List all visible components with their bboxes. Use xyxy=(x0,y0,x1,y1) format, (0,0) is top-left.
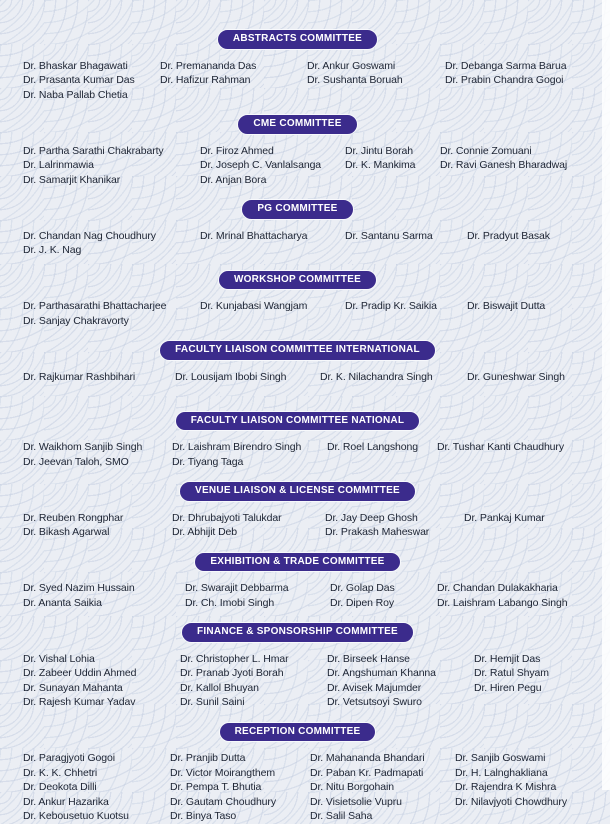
committee-column xyxy=(467,370,595,385)
committee-header-row xyxy=(0,622,595,643)
member-name: Dr. Laishram Labango Singh xyxy=(437,596,568,609)
member-name: Dr. Pradyut Basak xyxy=(467,229,550,242)
member-name: Dr. Pranjib Dutta xyxy=(170,752,246,764)
committee-column xyxy=(445,59,595,88)
member-name: Dr. Hafizur Rahman xyxy=(160,74,251,86)
committee-column xyxy=(180,652,327,710)
member-name: Dr. K. Mankima xyxy=(345,159,416,171)
committee-header-row xyxy=(0,340,595,361)
member-name: Dr. Birseek Hanse xyxy=(327,652,410,665)
member-name: Dr. Zabeer Uddin Ahmed xyxy=(23,667,137,679)
member-name: Dr. Reuben Rongphar xyxy=(23,511,124,524)
member-name: Dr. Ankur Hazarika xyxy=(23,795,109,808)
committee-members xyxy=(0,299,595,328)
committee-members xyxy=(0,144,595,188)
member-name: Dr. Sushanta Boruah xyxy=(307,74,403,86)
committee-members xyxy=(0,59,595,103)
member-name: Dr. Dhrubajyoti Talukdar xyxy=(172,511,282,524)
committee-header: FACULTY LIAISON COMMITTEE INTERNATIONAL xyxy=(159,340,436,361)
member-name: Dr. Visietsolie Vupru xyxy=(310,795,402,808)
committee-column xyxy=(307,59,445,88)
member-name: Dr. Lousijam Ibobi Singh xyxy=(175,370,287,383)
member-name: Dr. Rajesh Kumar Yadav xyxy=(23,696,136,708)
committee-members xyxy=(0,581,595,610)
section-abstracts-committee xyxy=(0,29,595,102)
committee-header-row xyxy=(0,411,595,432)
committee-column xyxy=(320,370,467,385)
committee-header: FACULTY LIAISON COMMITTEE NATIONAL xyxy=(175,411,421,432)
committee-column xyxy=(327,652,474,710)
committee-column xyxy=(310,751,455,824)
committee-header: VENUE LIAISON & LICENSE COMMITTEE xyxy=(179,481,416,502)
committee-header-row xyxy=(0,29,595,50)
member-name: Dr. Tushar Kanti Chaudhury xyxy=(437,441,564,453)
member-name: Dr. Firoz Ahmed xyxy=(200,144,274,157)
committee-column xyxy=(23,229,200,258)
member-name: Dr. Ratul Shyam xyxy=(474,667,549,679)
member-name: Dr. Debanga Sarma Barua xyxy=(445,59,567,72)
committee-members xyxy=(0,652,595,710)
member-name: Dr. Dipen Roy xyxy=(330,596,395,609)
member-name: Dr. Prakash Maheswar xyxy=(325,526,430,538)
member-name: Dr. Parthasarathi Bhattacharjee xyxy=(23,300,167,312)
committee-column xyxy=(200,299,345,314)
committee-column xyxy=(437,440,595,455)
member-name: Dr. Hiren Pegu xyxy=(474,681,542,694)
committee-column xyxy=(23,370,175,385)
member-name: Dr. Kallol Bhuyan xyxy=(180,681,259,694)
member-name: Dr. Syed Nazim Hussain xyxy=(23,582,135,594)
committee-column xyxy=(467,299,595,314)
committee-members xyxy=(0,440,595,469)
member-name: Dr. Partha Sarathi Chakrabarty xyxy=(23,144,164,157)
committee-column xyxy=(455,751,595,809)
committee-column xyxy=(200,229,345,244)
member-name: Dr. K. Nilachandra Singh xyxy=(320,370,433,383)
member-name: Dr. Rajendra K Mishra xyxy=(455,781,557,793)
member-name: Dr. Waikhom Sanjib Singh xyxy=(23,441,143,453)
committee-column xyxy=(200,144,345,188)
member-name: Dr. J. K. Nag xyxy=(23,244,82,256)
committee-members xyxy=(0,370,595,399)
committee-column xyxy=(23,652,180,710)
member-name: Dr. Swarajit Debbarma xyxy=(185,582,289,594)
member-name: Dr. Sunil Saini xyxy=(180,696,245,708)
member-name: Dr. Sanjib Goswami xyxy=(455,752,546,764)
committee-members xyxy=(0,511,595,540)
committee-members xyxy=(0,751,595,824)
member-name: Dr. Golap Das xyxy=(330,582,395,594)
member-name: Dr. Connie Zomuani xyxy=(440,144,532,157)
member-name: Dr. Vishal Lohia xyxy=(23,652,95,665)
committee-header: FINANCE & SPONSORSHIP COMMITTEE xyxy=(181,622,414,643)
member-name: Dr. K. K. Chhetri xyxy=(23,766,98,779)
member-name: Dr. Hemjit Das xyxy=(474,652,541,665)
member-name: Dr. Avisek Majumder xyxy=(327,681,422,694)
committee-members xyxy=(0,229,595,258)
section-pg-committee xyxy=(0,199,595,258)
committee-header: RECEPTION COMMITTEE xyxy=(219,722,377,743)
committee-column xyxy=(345,144,440,173)
member-name: Dr. Sanjay Chakravorty xyxy=(23,314,129,327)
section-exhibition-trade xyxy=(0,552,595,611)
committee-column xyxy=(330,581,437,610)
committee-column xyxy=(325,511,464,540)
committee-column xyxy=(345,229,467,244)
committee-header-row xyxy=(0,722,595,743)
committee-header-row xyxy=(0,114,595,135)
committee-column xyxy=(474,652,595,696)
member-name: Dr. Ch. Imobi Singh xyxy=(185,596,275,609)
member-name: Dr. Angshuman Khanna xyxy=(327,667,436,679)
member-name: Dr. Kunjabasi Wangjam xyxy=(200,300,308,312)
member-name: Dr. Christopher L. Hmar xyxy=(180,652,289,665)
member-name: Dr. Anjan Bora xyxy=(200,173,267,186)
section-faculty-liaison-national xyxy=(0,411,595,470)
member-name: Dr. Victor Moirangthem xyxy=(170,766,275,779)
section-finance-sponsorship xyxy=(0,622,595,710)
committee-column xyxy=(23,581,185,610)
member-name: Dr. Gautam Choudhury xyxy=(170,795,276,808)
committee-header: ABSTRACTS COMMITTEE xyxy=(217,29,378,50)
member-name: Dr. Paragjyoti Gogoi xyxy=(23,752,115,764)
member-name: Dr. Tiyang Taga xyxy=(172,455,244,468)
committee-column xyxy=(172,440,327,469)
committee-header-row xyxy=(0,199,595,220)
committee-column xyxy=(170,751,310,824)
section-workshop-committee xyxy=(0,270,595,329)
member-name: Dr. Jay Deep Ghosh xyxy=(325,511,418,524)
member-name: Dr. Paban Kr. Padmapati xyxy=(310,766,424,779)
section-venue-liaison-license xyxy=(0,481,595,540)
member-name: Dr. Prabin Chandra Gogoi xyxy=(445,74,564,86)
member-name: Dr. Nilavjyoti Chowdhury xyxy=(455,795,567,808)
member-name: Dr. Salil Saha xyxy=(310,810,373,822)
committee-header-row xyxy=(0,270,595,291)
member-name: Dr. Chandan Nag Choudhury xyxy=(23,229,156,242)
member-name: Dr. Roel Langshong xyxy=(327,441,419,453)
member-name: Dr. Pranab Jyoti Borah xyxy=(180,667,284,679)
member-name: Dr. Ravi Ganesh Bharadwaj xyxy=(440,159,568,171)
member-name: Dr. Biswajit Dutta xyxy=(467,300,546,312)
committee-column xyxy=(23,751,170,824)
committee-column xyxy=(23,511,172,540)
member-name: Dr. Nitu Borgohain xyxy=(310,781,394,793)
committee-column xyxy=(440,144,595,173)
member-name: Dr. Deokota Dilli xyxy=(23,781,97,793)
committee-header-row xyxy=(0,481,595,502)
member-name: Dr. Pempa T. Bhutia xyxy=(170,781,262,793)
member-name: Dr. Premananda Das xyxy=(160,59,257,72)
committee-header: CME COMMITTEE xyxy=(237,114,357,135)
member-name: Dr. Kebousetuo Kuotsu xyxy=(23,810,129,822)
committee-column xyxy=(327,440,437,455)
committee-header: EXHIBITION & TRADE COMMITTEE xyxy=(194,552,400,573)
member-name: Dr. Binya Taso xyxy=(170,810,237,822)
member-name: Dr. Joseph C. Vanlalsanga xyxy=(200,159,322,171)
member-name: Dr. Laishram Birendro Singh xyxy=(172,441,302,453)
member-name: Dr. Rajkumar Rashbihari xyxy=(23,370,136,383)
committee-header: WORKSHOP COMMITTEE xyxy=(218,270,377,291)
committee-column xyxy=(175,370,320,385)
committee-header: PG COMMITTEE xyxy=(241,199,353,220)
member-name: Dr. Ankur Goswami xyxy=(307,59,396,72)
member-name: Dr. Pankaj Kumar xyxy=(464,511,545,524)
section-reception-committee xyxy=(0,722,595,824)
committee-column xyxy=(23,144,200,188)
member-name: Dr. Jintu Borah xyxy=(345,144,413,157)
member-name: Dr. Santanu Sarma xyxy=(345,229,433,242)
committee-column xyxy=(172,511,325,540)
page-right-edge-strip xyxy=(602,0,610,790)
member-name: Dr. Ananta Saikia xyxy=(23,596,102,609)
member-name: Dr. Samarjit Khanikar xyxy=(23,173,121,186)
committees-document xyxy=(0,29,595,824)
member-name: Dr. Mahananda Bhandari xyxy=(310,752,425,764)
committee-column xyxy=(23,59,160,103)
section-faculty-liaison-international xyxy=(0,340,595,399)
member-name: Dr. Mrinal Bhattacharya xyxy=(200,229,308,242)
committee-column xyxy=(464,511,595,526)
member-name: Dr. Vetsutsoyi Swuro xyxy=(327,696,422,708)
member-name: Dr. Chandan Dulakakharia xyxy=(437,582,558,594)
committee-column xyxy=(185,581,330,610)
section-cme-committee xyxy=(0,114,595,187)
committee-column xyxy=(437,581,595,610)
member-name: Dr. H. Lalnghakliana xyxy=(455,766,548,779)
committee-column xyxy=(160,59,307,88)
member-name: Dr. Pradip Kr. Saikia xyxy=(345,300,437,312)
member-name: Dr. Naba Pallab Chetia xyxy=(23,88,128,101)
committee-column xyxy=(467,229,595,244)
committee-header-row xyxy=(0,552,595,573)
committee-column xyxy=(23,299,200,328)
member-name: Dr. Abhijit Deb xyxy=(172,526,238,538)
member-name: Dr. Guneshwar Singh xyxy=(467,370,565,383)
member-name: Dr. Jeevan Taloh, SMO xyxy=(23,455,129,468)
member-name: Dr. Prasanta Kumar Das xyxy=(23,74,135,86)
member-name: Dr. Lalrinmawia xyxy=(23,159,94,171)
member-name: Dr. Bikash Agarwal xyxy=(23,526,110,538)
committee-column xyxy=(345,299,467,314)
member-name: Dr. Sunayan Mahanta xyxy=(23,681,123,694)
committee-column xyxy=(23,440,172,469)
member-name: Dr. Bhaskar Bhagawati xyxy=(23,59,128,72)
